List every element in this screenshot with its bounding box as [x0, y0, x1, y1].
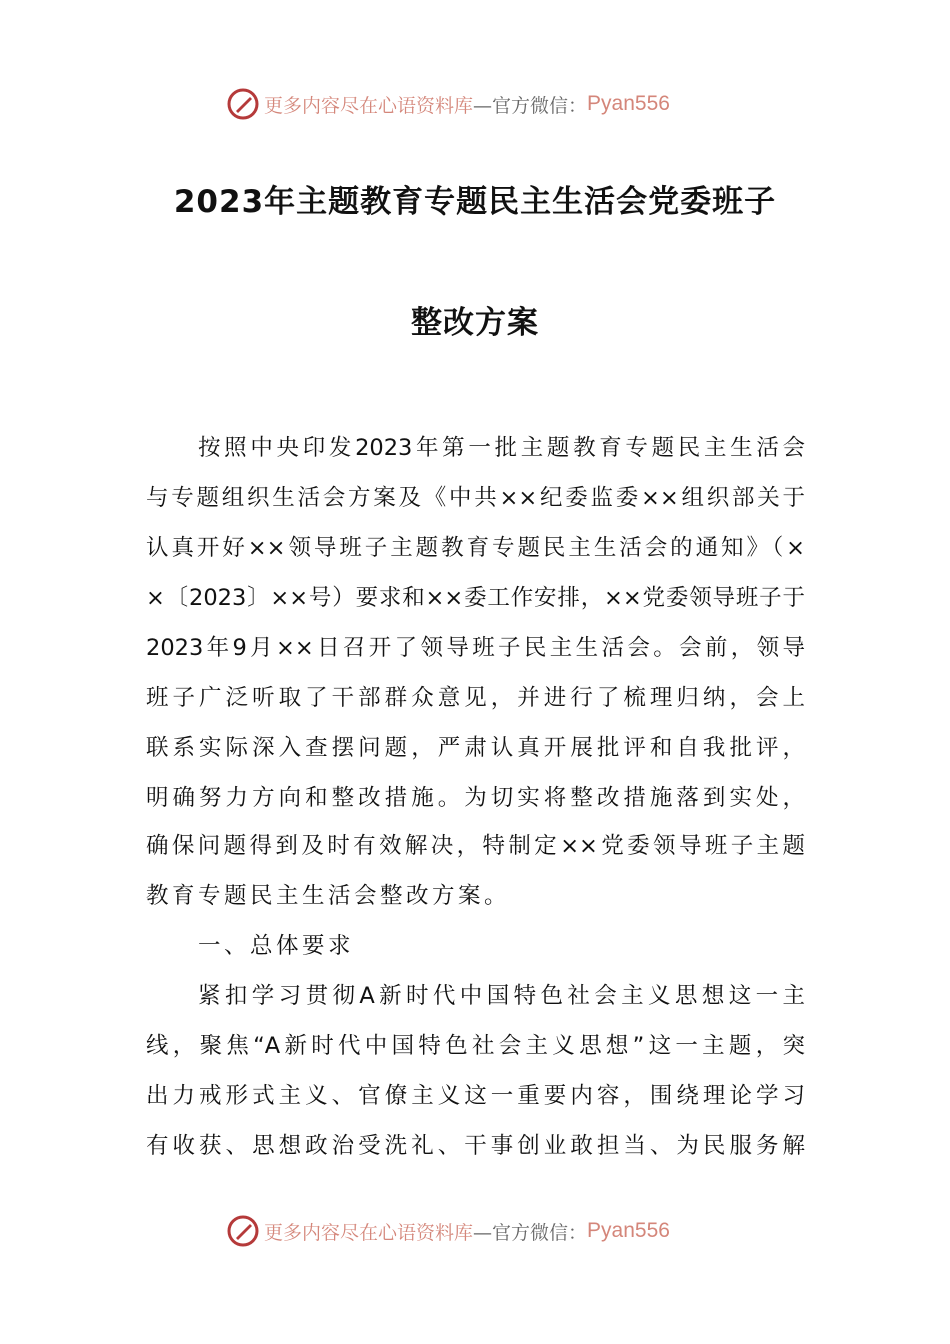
body-line: 有收获、思想政治受洗礼、干事创业敢担当、为民服务解	[146, 1133, 805, 1159]
watermark-text: 更多内容尽在心语资料库	[264, 94, 474, 117]
watermark-text: 更多内容尽在心语资料库	[264, 1221, 474, 1244]
body-line: 联系实际深入查摆问题，严肃认真开展批评和自我批评，	[146, 735, 805, 761]
footer-watermark	[226, 1211, 726, 1251]
body-line: 2023年9月××日召开了领导班子民主生活会。会前，领导	[146, 635, 805, 661]
pen-logo-icon	[226, 87, 260, 121]
body-line: 与专题组织生活会方案及《中共××纪委监委××组织部关于	[146, 485, 805, 511]
body-line: 线，聚焦“A新时代中国特色社会主义思想”这一主题，突	[146, 1033, 805, 1059]
watermark-wechat-label: —官方微信：	[473, 1221, 588, 1244]
watermark-wechat-id: Pyan556	[587, 92, 670, 115]
body-line: 出力戒形式主义、官僚主义这一重要内容，围绕理论学习	[146, 1083, 805, 1109]
body-line: 紧扣学习贯彻A新时代中国特色社会主义思想这一主	[198, 983, 805, 1009]
body-line: 按照中央印发2023年第一批主题教育专题民主生活会	[198, 435, 805, 461]
document-title-line-2: 整改方案	[411, 305, 539, 341]
body-line: 教育专题民主生活会整改方案。	[146, 883, 511, 909]
watermark-wechat-id: Pyan556	[587, 1219, 670, 1242]
pen-logo-icon	[226, 1214, 260, 1248]
section-heading: 一、总体要求	[198, 933, 355, 959]
watermark-wechat-label: —官方微信：	[473, 94, 588, 117]
body-line: 确保问题得到及时有效解决，特制定××党委领导班子主题	[146, 833, 805, 859]
document-title-line-1: 2023年主题教育专题民主生活会党委班子	[173, 184, 777, 220]
body-line: 认真开好××领导班子主题教育专题民主生活会的通知》（×	[146, 535, 805, 561]
body-line: 班子广泛听取了干部群众意见，并进行了梳理归纳，会上	[146, 685, 805, 711]
header-watermark	[226, 84, 726, 124]
body-line: ×〔2023〕××号）要求和××委工作安排，××党委领导班子于	[146, 585, 805, 611]
body-line: 明确努力方向和整改措施。为切实将整改措施落到实处，	[146, 785, 805, 811]
